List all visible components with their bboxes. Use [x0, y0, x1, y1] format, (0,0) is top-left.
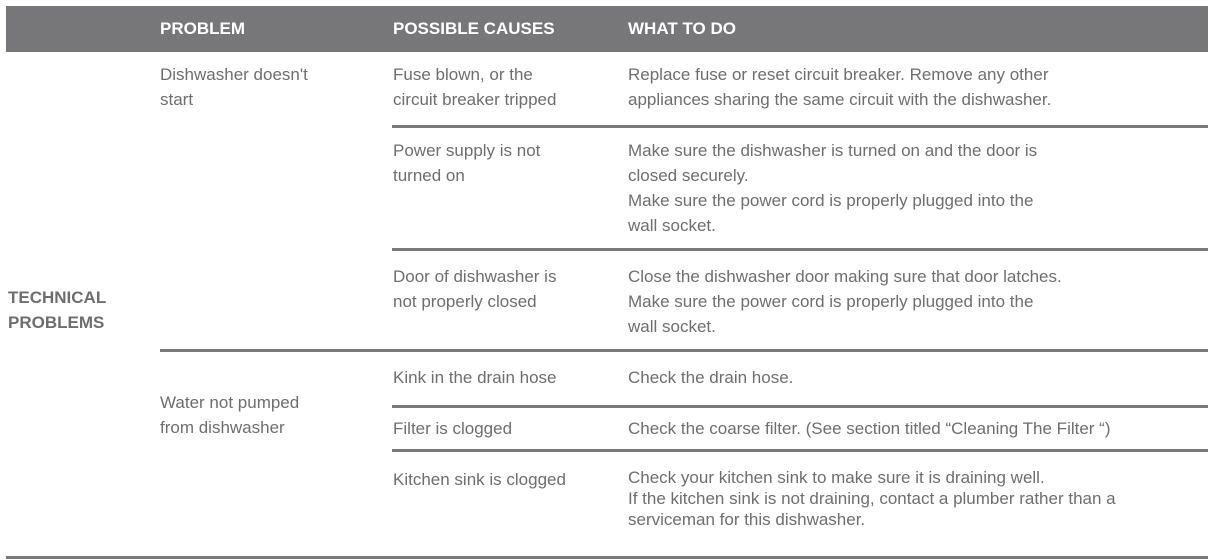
row-divider — [392, 248, 1208, 251]
action-cell: Check the coarse filter. (See section titled “Cleaning The Filter “) — [628, 419, 1111, 438]
cause-cell: Fuse blown, or the circuit breaker tripped — [393, 65, 557, 109]
cause-cell: Power supply is not turned on — [393, 141, 541, 185]
cause-cell: Kink in the drain hose — [393, 368, 557, 387]
row-divider — [392, 405, 1208, 408]
row-divider — [392, 449, 1208, 452]
problem-cell: Water not pumped from dishwasher — [160, 393, 300, 437]
action-cell: Replace fuse or reset circuit breaker. Remove any other appliances sharing the same circuit with the dishwasher. — [628, 65, 1052, 109]
header-action: WHAT TO DO — [628, 19, 736, 38]
row-divider — [160, 349, 1208, 352]
header-problem: PROBLEM — [160, 19, 245, 38]
action-cell: Close the dishwasher door making sure that door latches. Make sure the power cord is properly plugged into the wall socket. — [628, 267, 1062, 336]
action-cell: Check your kitchen sink to make sure it is draining well. If the kitchen sink is not draining, contact a plumber rather than a serviceman for this dishwasher. — [628, 468, 1116, 529]
problem-cell: Dishwasher doesn't start — [160, 65, 308, 109]
section-label: TECHNICAL PROBLEMS — [8, 288, 107, 332]
row-divider — [392, 125, 1208, 128]
cause-cell: Filter is clogged — [393, 419, 513, 438]
action-cell: Check the drain hose. — [628, 368, 794, 387]
cause-cell: Door of dishwasher is not properly closed — [393, 267, 557, 311]
cause-cell: Kitchen sink is clogged — [393, 470, 566, 489]
table-header — [6, 6, 1208, 52]
header-causes: POSSIBLE CAUSES — [393, 19, 555, 38]
action-cell: Make sure the dishwasher is turned on and the door is closed securely. Make sure the power cord is properly plugged into the wall socket. — [628, 141, 1038, 235]
